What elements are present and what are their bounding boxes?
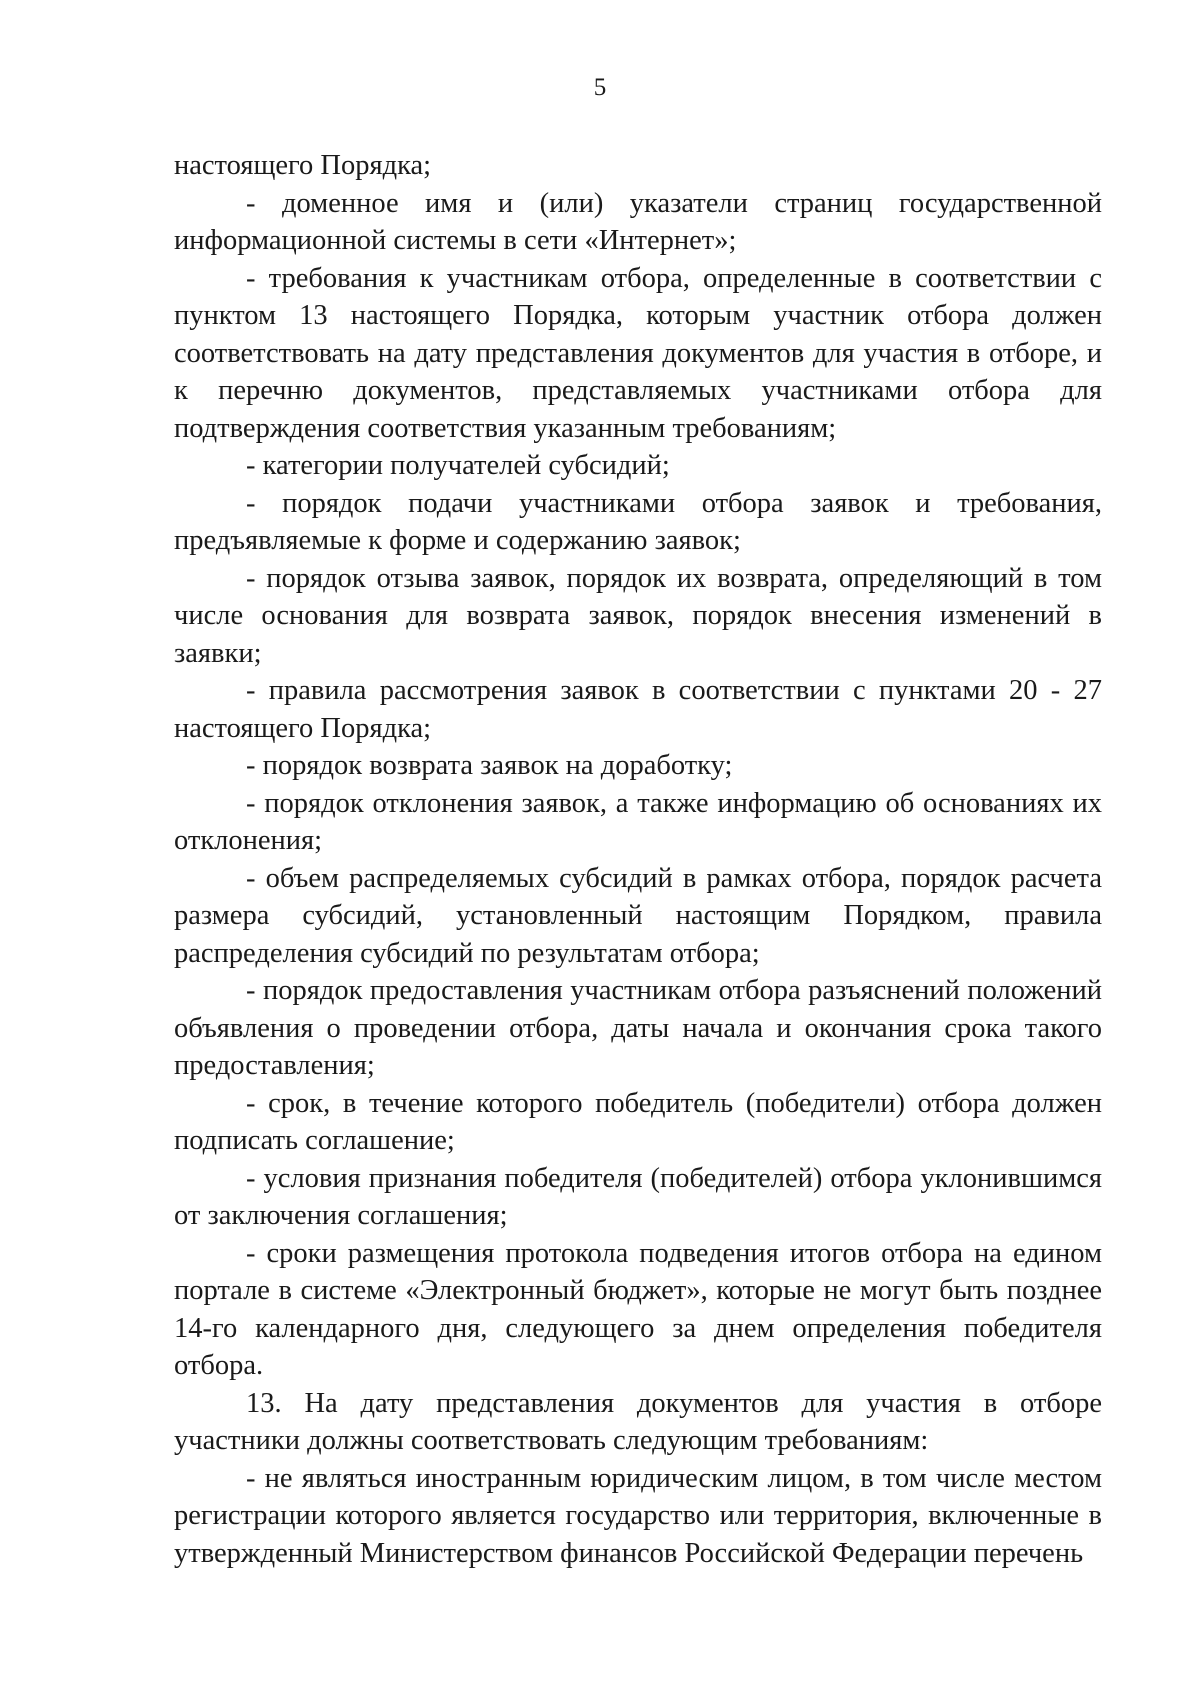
paragraph: - порядок возврата заявок на доработку; (246, 750, 733, 781)
paragraph: - требования к участникам отбора, определенные в соответствии с пунктом 13 настоящего Порядка, которым участник отбора должен соответствовать на дату представления документов для участия в отборе, и к перечню документов, представляемых участниками отбора для подтверждения соответствия указанным требованиям; (174, 262, 1102, 444)
paragraph: - доменное имя и (или) указатели страниц государственной информационной системы в сети «Интернет»; (174, 187, 1102, 256)
document-body (174, 147, 1102, 1572)
paragraph: 13. На дату представления документов для участия в отборе участники должны соответствовать следующим требованиям: (174, 1387, 1102, 1456)
paragraph: настоящего Порядка; (174, 150, 432, 181)
paragraph: - условия признания победителя (победителей) отбора уклонившимся от заключения соглашения; (174, 1162, 1102, 1231)
paragraph: - сроки размещения протокола подведения итогов отбора на едином портале в системе «Электронный бюджет», которые не могут быть позднее 14-го календарного дня, следующего за днем определения победителя отбора. (174, 1237, 1102, 1381)
page-number: 5 (593, 74, 607, 101)
paragraph: - правила рассмотрения заявок в соответствии с пунктами 20 - 27 настоящего Порядка; (174, 675, 1102, 744)
paragraph: - порядок отклонения заявок, а также информацию об основаниях их отклонения; (174, 787, 1102, 856)
paragraph: - не являться иностранным юридическим лицом, в том числе местом регистрации которого является государство или территория, включенные в утвержденный Министерством финансов Российской Федерации перечень (174, 1462, 1102, 1569)
paragraph: - срок, в течение которого победитель (победители) отбора должен подписать соглашение; (174, 1087, 1102, 1156)
paragraph: - порядок отзыва заявок, порядок их возврата, определяющий в том числе основания для возврата заявок, порядок внесения изменений в заявки; (174, 562, 1102, 669)
paragraph: - объем распределяемых субсидий в рамках отбора, порядок расчета размера субсидий, установленный настоящим Порядком, правила распределения субсидий по результатам отбора; (174, 862, 1102, 969)
paragraph: - порядок подачи участниками отбора заявок и требования, предъявляемые к форме и содержанию заявок; (174, 487, 1102, 556)
paragraph: - порядок предоставления участникам отбора разъяснений положений объявления о проведении отбора, даты начала и окончания срока такого предоставления; (174, 975, 1102, 1081)
paragraph: - категории получателей субсидий; (246, 450, 670, 481)
